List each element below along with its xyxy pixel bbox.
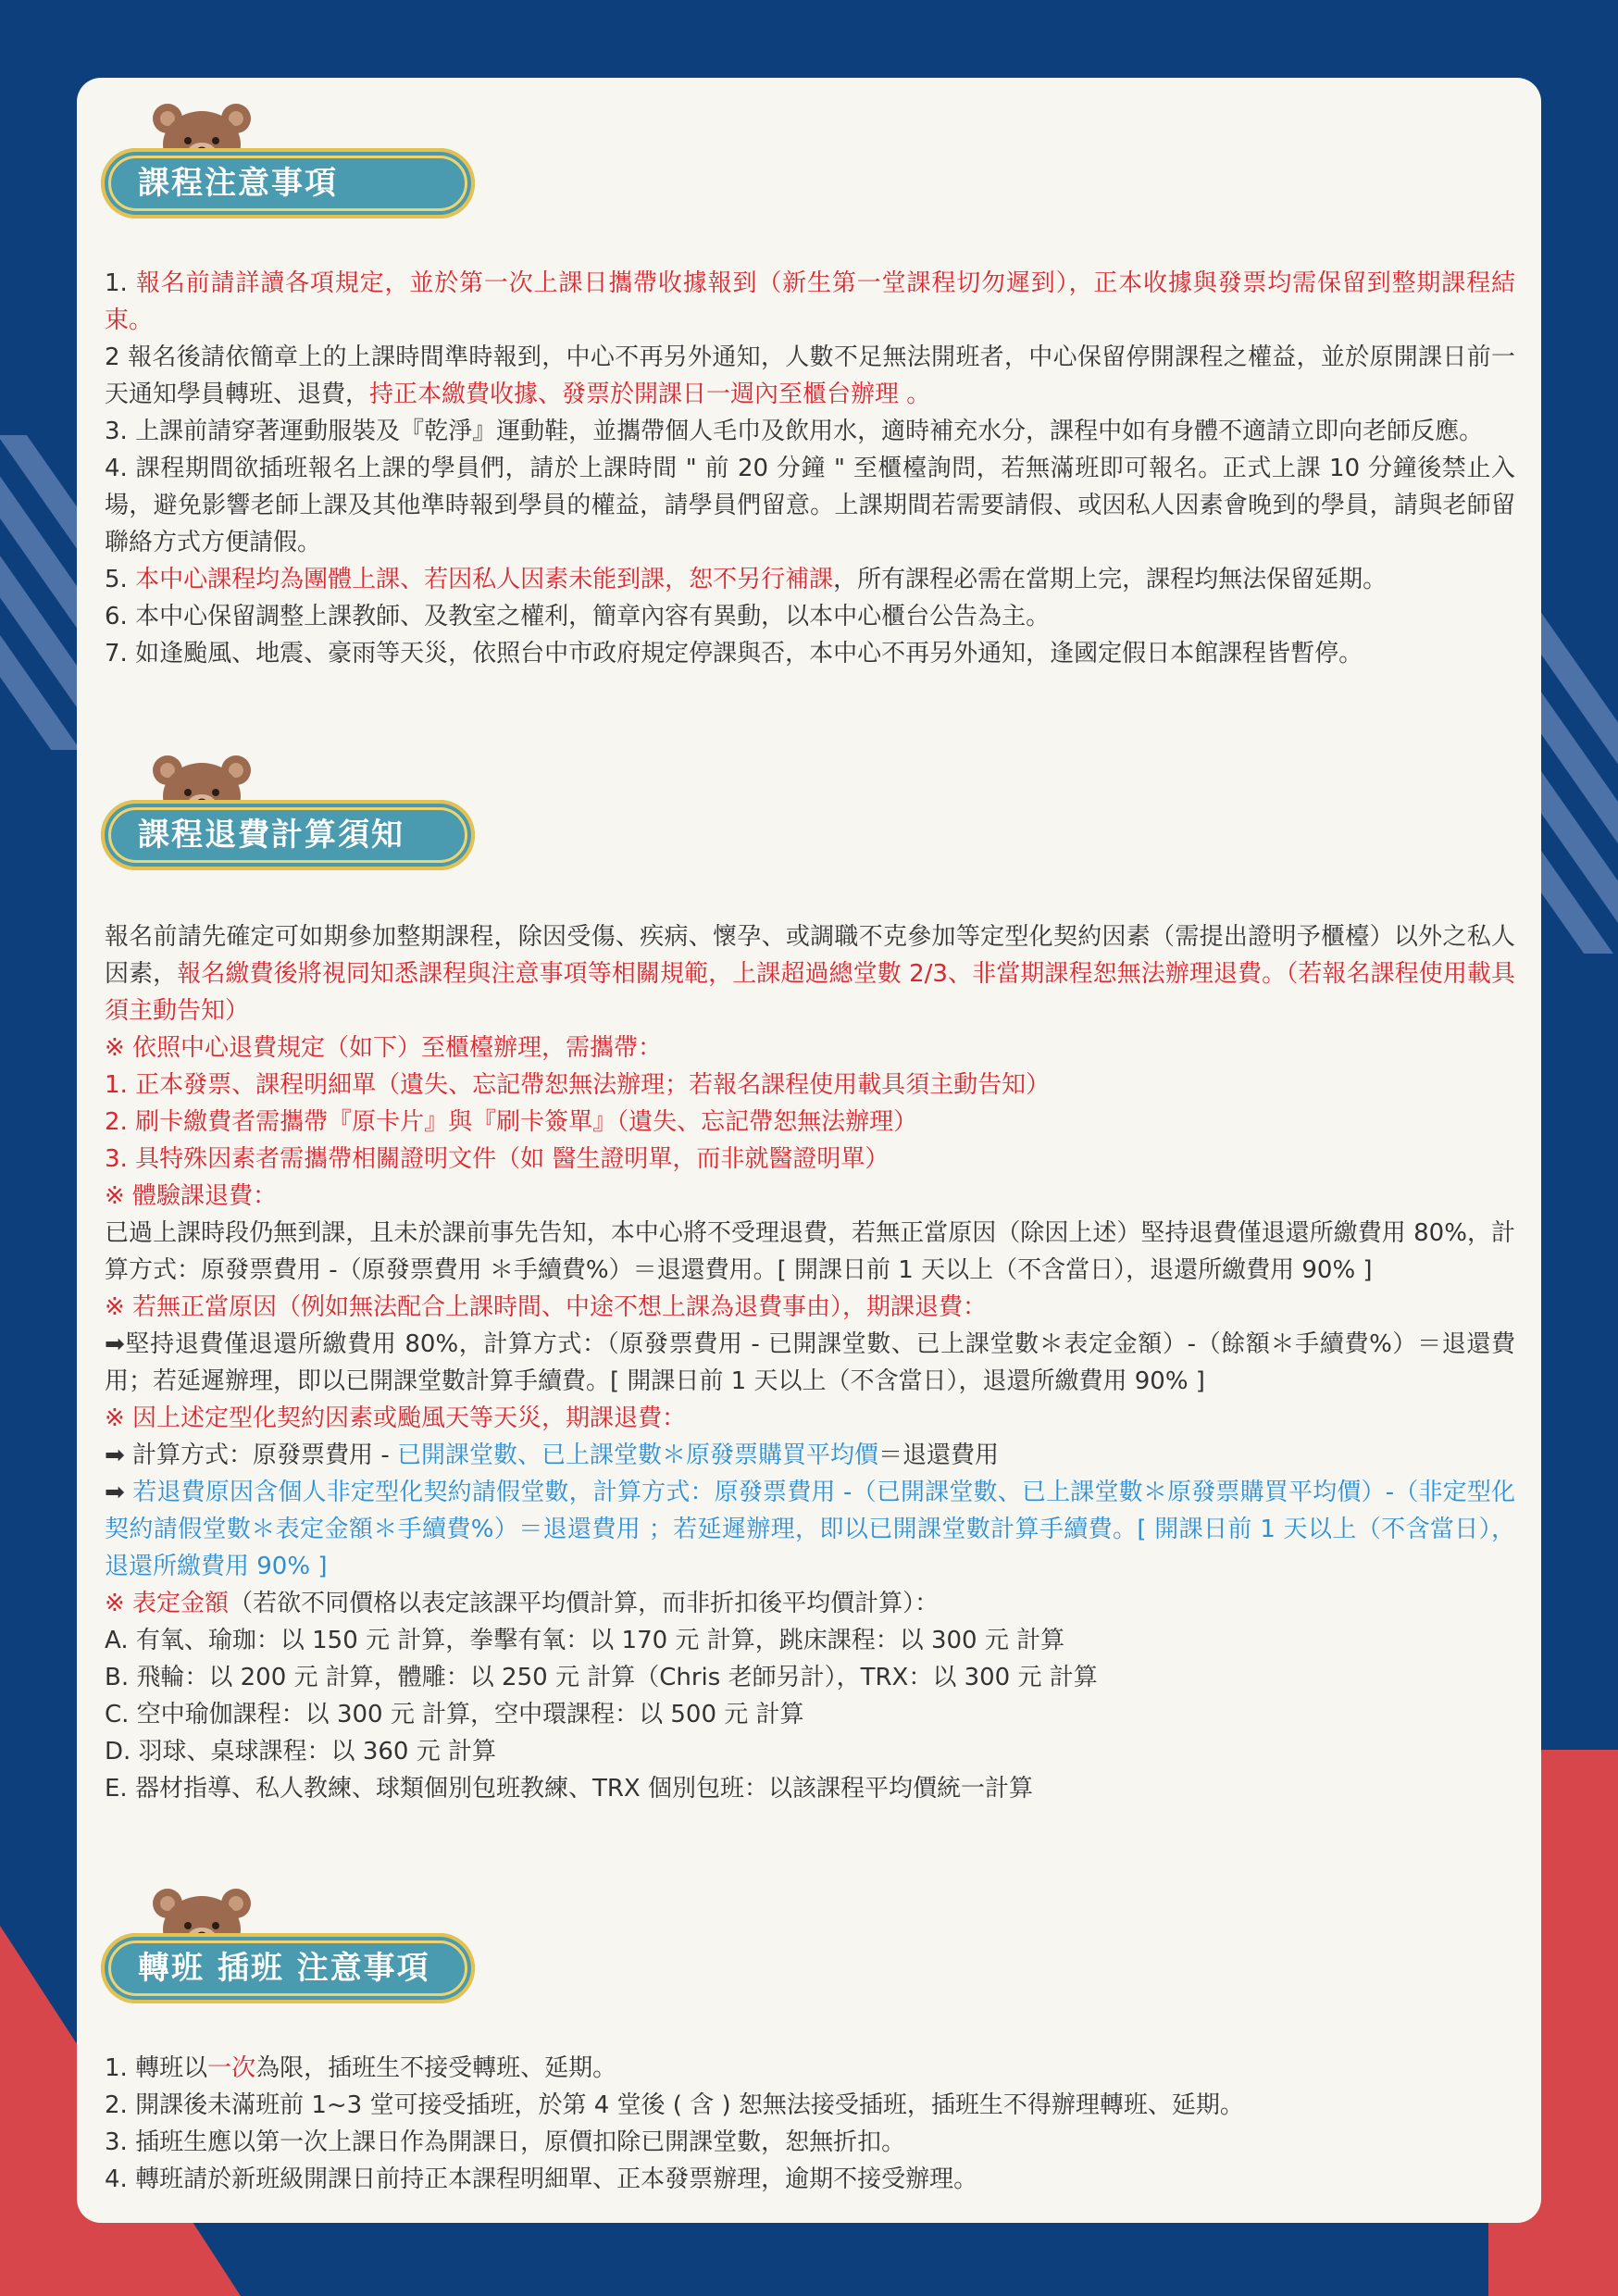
course-notes-text [105, 265, 1515, 672]
text-run: 6. 本中心保留調整上課教師、及教室之權利，簡章內容有異動，以本中心櫃台公告為主。 [105, 603, 1051, 630]
paragraph [105, 1326, 1515, 1400]
text-run: 持正本繳費收據、發票於開課日一週內至櫃台辦理 。 [369, 381, 931, 408]
text-run: C. 空中瑜伽課程：以 300 元 計算，空中環課程：以 500 元 計算 [105, 1701, 804, 1728]
section-title-pill [101, 148, 475, 218]
text-run: ※ 因上述定型化契約因素或颱風天等天災，期課退費： [105, 1404, 687, 1432]
paragraph [105, 1289, 1515, 1326]
text-run: 2. 刷卡繳費者需攜帶『原卡片』與『刷卡簽單』（遺失、忘記帶恕無法辦理） [105, 1108, 918, 1136]
paragraph [105, 1474, 1515, 1585]
text-run: 已開課堂數、已上課堂數＊原發票購買平均價 [396, 1441, 878, 1469]
text-run: 4. 轉班請於新班級開課日前持正本課程明細單、正本發票辦理，逾期不接受辦理。 [105, 2165, 978, 2193]
text-run: 報名前請詳讀各項規定，並於第一次上課日攜帶收據報到（新生第一堂課程切勿遲到），正本收據與發票均需保留到整期課程結束。 [105, 269, 1515, 334]
text-run: 1. [105, 269, 136, 297]
section-header-refund [101, 750, 564, 870]
text-run: 2 報名後請依簡章上的上課時間準時報到，中心不再另外通知，人數不足無法開班者，中心保留停開課程之權益，並於原開課日前一天通知學員轉班、退費， [105, 343, 1515, 408]
transfer-text [105, 2050, 1515, 2198]
paragraph [105, 561, 1515, 598]
text-run: D. 羽球、桌球課程：以 360 元 計算 [105, 1738, 496, 1766]
text-run: ※ 表定金額 [105, 1590, 230, 1617]
paragraph [105, 1400, 1515, 1437]
text-run: ➡ 計算方式：原發票費用 - [105, 1441, 397, 1469]
paragraph [105, 339, 1515, 413]
text-run: 2. 開課後未滿班前 1~3 堂可接受插班，於第 4 堂後 ( 含 ) 恕無法接受插班，插班生不得辦理轉班、延期。 [105, 2091, 1244, 2119]
text-run: 報名繳費後將視同知悉課程與注意事項等相關規範，上課超過總堂數 2/3、非當期課程恕無法辦理退費。（若報名課程使用載具須主動告知） [105, 960, 1515, 1025]
paragraph [105, 1215, 1515, 1289]
text-run: 4. 課程期間欲插班報名上課的學員們，請於上課時間 " 前 20 分鐘 " 至櫃檯詢問，若無滿班即可報名。正式上課 10 分鐘後禁止入場，避免影響老師上課及其他準時報到學員的權益，請學員們留意。上課期間若需要請假、或因私人因素會晚到的學員，請與老師留聯絡方式方便請假。 [105, 455, 1515, 556]
paragraph [105, 1141, 1515, 1178]
text-run: 為限，插班生不接受轉班、延期。 [255, 2054, 617, 2082]
text-run: ➡堅持退費僅退還所繳費用 80%，計算方式：（原發票費用 - 已開課堂數、已上課堂數＊表定金額）-（餘額＊手續費%）＝退還費用；若延遲辦理，即以已開課堂數計算手續費。[ 開課日前 1 天以上（不含當日），退還所繳費用 90% ] [105, 1330, 1515, 1395]
paragraph [105, 1067, 1515, 1104]
paragraph [105, 1659, 1515, 1696]
text-run: 3. 插班生應以第一次上課日作為開課日，原價扣除已開課堂數，恕無折扣。 [105, 2128, 906, 2156]
paragraph [105, 2087, 1515, 2124]
text-run: 7. 如逢颱風、地震、豪雨等天災，依照台中市政府規定停課與否，本中心不再另外通知，逢國定假日本館課程皆暫停。 [105, 640, 1363, 668]
paragraph [105, 1104, 1515, 1141]
paragraph [105, 413, 1515, 450]
paragraph [105, 1437, 1515, 1474]
text-run: A. 有氧、瑜珈：以 150 元 計算，拳擊有氧：以 170 元 計算，跳床課程：以 300 元 計算 [105, 1627, 1065, 1654]
text-run: ※ 依照中心退費規定（如下）至櫃檯辦理，需攜帶： [105, 1034, 663, 1062]
text-run: 報名前請先確定可如期參加整期課程，除因受傷、疾病、懷孕、或調職不克參加等定型化契約因素（需提出證明予櫃檯）以外之私人因素， [105, 923, 1515, 988]
section-header-transfer [101, 1883, 564, 2003]
text-run: 3. 上課前請穿著運動服裝及『乾淨』運動鞋，並攜帶個人毛巾及飲用水，適時補充水分，課程中如有身體不適請立即向老師反應。 [105, 418, 1484, 445]
text-run: 1. 正本發票、課程明細單（遺失、忘記帶恕無法辦理；若報名課程使用載具須主動告知） [105, 1071, 1051, 1099]
text-run: ➡ [105, 1479, 133, 1506]
paragraph [105, 265, 1515, 339]
text-run: 本中心課程均為團體上課、若因私人因素未能到課，恕不另行補課 [135, 566, 834, 593]
paragraph [105, 2050, 1515, 2087]
section-title-pill [101, 800, 475, 870]
text-run: ※ 若無正當原因（例如無法配合上課時間、中途不想上課為退費事由），期課退費： [105, 1293, 988, 1321]
section-title: 課程注意事項 [138, 165, 338, 202]
text-run: 若退費原因含個人非定型化契約請假堂數，計算方式：原發票費用 -（已開課堂數、已上課堂數＊原發票購買平均價）-（非定型化契約請假堂數＊表定金額＊手續費%）＝退還費用 ；若延遲辦理，即以已開課堂數計算手續費。[ 開課日前 1 天以上（不含當日），退還所繳費用 90% ] [105, 1479, 1516, 1580]
text-run: 已過上課時段仍無到課，且未於課前事先告知，本中心將不受理退費，若無正當原因（除因上述）堅持退費僅退還所繳費用 80%，計算方式：原發票費用 -（原發票費用 ＊手續費%）＝退還費用。[ 開課日前 1 天以上（不含當日），退還所繳費用 90% ] [105, 1219, 1515, 1284]
paragraph [105, 450, 1515, 561]
text-run: 3. 具特殊因素者需攜帶相關證明文件（如 醫生證明單，而非就醫證明單） [105, 1145, 890, 1173]
text-run: ※ 體驗課退費： [105, 1182, 278, 1210]
paragraph [105, 2124, 1515, 2161]
paragraph [105, 918, 1515, 1029]
paragraph [105, 1178, 1515, 1215]
text-run: 一次 [207, 2054, 256, 2082]
text-run: E. 器材指導、私人教練、球類個別包班教練、TRX 個別包班：以該課程平均價統一計算 [105, 1775, 1033, 1803]
text-run: ，所有課程必需在當期上完，課程均無法保留延期。 [833, 566, 1388, 593]
text-run: 5. [105, 566, 136, 593]
section-title-pill [101, 1933, 475, 2003]
text-run: （若欲不同價格以表定該課平均價計算，而非折扣後平均價計算）： [229, 1590, 940, 1617]
paragraph [105, 2161, 1515, 2198]
content-card [77, 78, 1541, 2223]
refund-text [105, 918, 1515, 1807]
text-run: B. 飛輪：以 200 元 計算，體雕：以 250 元 計算（Chris 老師另計），TRX：以 300 元 計算 [105, 1664, 1098, 1691]
section-title: 轉班 插班 注意事項 [138, 1950, 430, 1987]
paragraph [105, 1029, 1515, 1067]
text-run: ＝退還費用 [877, 1441, 999, 1469]
paragraph [105, 635, 1515, 672]
paragraph [105, 1622, 1515, 1659]
section-title: 課程退費計算須知 [138, 817, 404, 854]
text-run: 1. 轉班以 [105, 2054, 208, 2082]
paragraph [105, 1696, 1515, 1733]
paragraph [105, 1770, 1515, 1807]
paragraph [105, 598, 1515, 635]
section-header-course-notes [101, 98, 564, 218]
paragraph [105, 1733, 1515, 1770]
paragraph [105, 1585, 1515, 1622]
